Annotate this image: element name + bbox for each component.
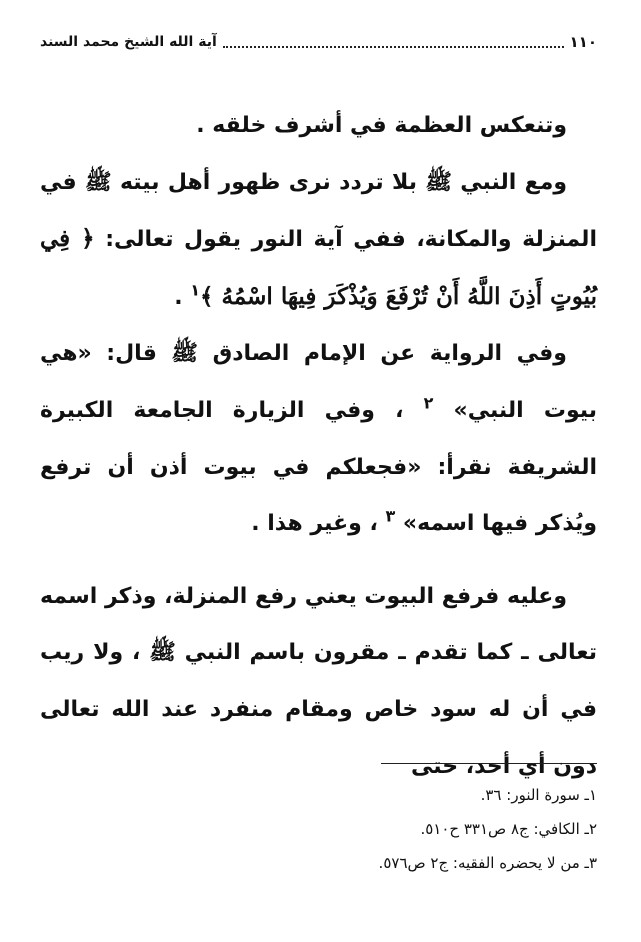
footnote-ref-3: ٣ bbox=[385, 506, 396, 526]
footnotes bbox=[40, 778, 597, 880]
main-text bbox=[40, 98, 597, 795]
paragraph-2-text: ومع النبي ﷺ بلا تردد نرى ظهور أهل بيته ﷺ في المنزلة والمكانة، ففي آية النور يقول تعالى: bbox=[40, 169, 597, 253]
footnote-ref-1: ١ bbox=[190, 280, 201, 300]
footnote-3: ٣ـ من لا يحضره الفقيه: ج٢ ص٥٧٦. bbox=[378, 854, 597, 872]
footnote-divider bbox=[381, 763, 597, 764]
footnote-ref-2: ٢ bbox=[423, 393, 434, 413]
running-title: آية الله الشيخ محمد السند bbox=[40, 34, 217, 50]
paragraph-4: وعليه فرفع البيوت يعني رفع المنزلة، وذكر اسمه تعالى ـ كما تقدم ـ مقرون باسم النبي ﷺ ، ولا ريب في أن له سود خاص ومقام منفرد عند الله تعالى دون أي أحد، حتى bbox=[40, 583, 597, 779]
paragraph-3-text-b: ، وفي الزيارة الجامعة الكبيرة الشريفة نقرأ: «فجعلكم في بيوت أذن أن ترفع ويُذكر فيها اسمه» bbox=[40, 397, 597, 537]
footnote-2: ٢ـ الكافي: ج٨ ص٣٣١ ح٥١٠. bbox=[420, 820, 597, 838]
paragraph-3-text-a: وفي الرواية عن الإمام الصادق ﷺ قال: «هي بيوت النبي» bbox=[40, 341, 597, 423]
paragraph-3-text-c: ، وغير هذا . bbox=[251, 511, 386, 537]
paragraph-1: وتنعكس العظمة في أشرف خلقه . bbox=[196, 113, 567, 138]
paragraph-3 bbox=[40, 326, 597, 552]
page-number: ١١٠ bbox=[569, 33, 597, 51]
paragraph-2 bbox=[40, 155, 597, 327]
page-header bbox=[40, 30, 597, 54]
footnote-1: ١ـ سورة النور: ٣٦. bbox=[480, 786, 597, 804]
paragraph-2-end: . bbox=[174, 284, 191, 310]
header-dot-leader bbox=[223, 36, 564, 48]
quran-verse: ﴿ فِي بُيُوتٍ أَذِنَ اللَّهُ أَنْ تُرْفَعَ وَيُذْكَرَ فِيهَا اسْمُهُ ﴾ bbox=[40, 225, 597, 310]
